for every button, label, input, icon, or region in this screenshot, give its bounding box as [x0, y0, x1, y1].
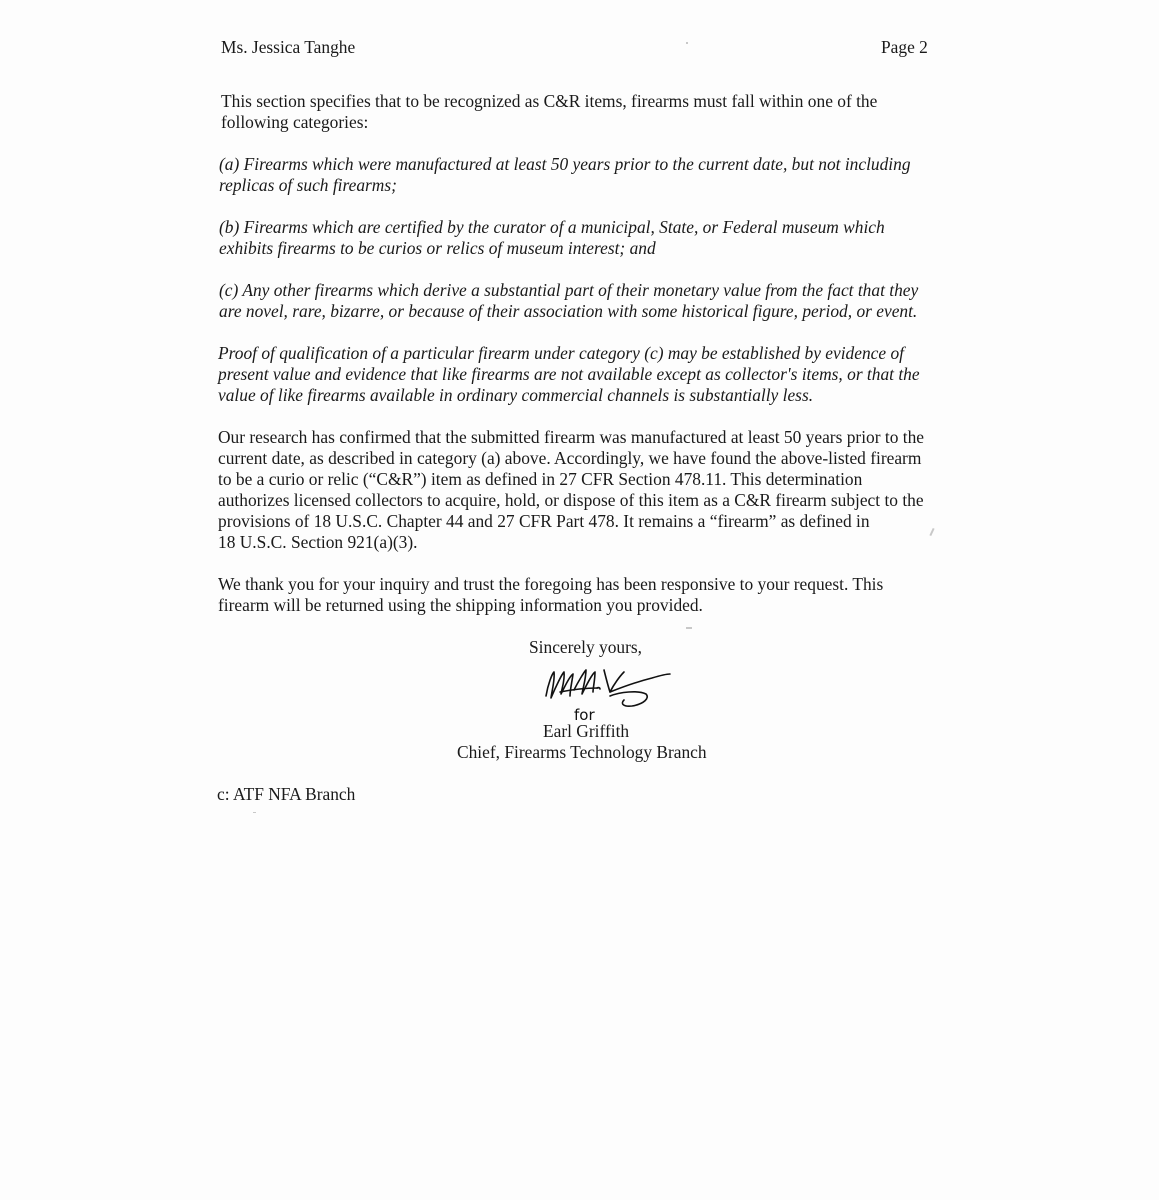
- paragraph-line: provisions of 18 U.S.C. Chapter 44 and 27 CFR Part 478. It remains a “firearm” as defined in: [218, 511, 870, 531]
- signature-for-note: for: [574, 706, 595, 724]
- paragraph-line: exhibits firearms to be curios or relics of museum interest; and: [219, 238, 656, 258]
- paragraph-line: present value and evidence that like firearms are not available except as collector's items, or that the: [218, 364, 920, 384]
- category-a-paragraph: [219, 154, 979, 196]
- category-b-paragraph: [219, 217, 979, 259]
- thanks-paragraph: [218, 574, 978, 616]
- signer-title: Chief, Firearms Technology Branch: [457, 742, 707, 762]
- handwritten-signature: [540, 662, 680, 724]
- paragraph-line: We thank you for your inquiry and trust the foregoing has been responsive to your request. This: [218, 574, 884, 594]
- paragraph-line: 18 U.S.C. Section 921(a)(3).: [218, 532, 418, 552]
- paragraph-line: replicas of such firearms;: [219, 175, 397, 195]
- category-c-paragraph: [219, 280, 979, 322]
- paragraph-line: value of like firearms available in ordinary commercial channels is substantially less.: [218, 385, 814, 405]
- paragraph-line: (a) Firearms which were manufactured at least 50 years prior to the current date, but not including: [219, 154, 911, 174]
- paragraph-line: current date, as described in category (a) above. Accordingly, we have found the above-listed firearm: [218, 448, 922, 468]
- page-number: Page 2: [881, 37, 928, 57]
- carbon-copy-line: c: ATF NFA Branch: [217, 784, 356, 804]
- paragraph-line: following categories:: [221, 112, 369, 132]
- paragraph-line: (b) Firearms which are certified by the curator of a municipal, State, or Federal museum which: [219, 217, 885, 237]
- paragraph-line: (c) Any other firearms which derive a substantial part of their monetary value from the fact that they: [219, 280, 919, 300]
- scan-speck: [253, 812, 256, 813]
- paragraph-line: This section specifies that to be recognized as C&R items, firearms must fall within one of the: [221, 91, 878, 111]
- scan-speck: [686, 627, 692, 629]
- scan-speck: [686, 42, 688, 44]
- signer-name: Earl Griffith: [543, 721, 630, 741]
- paragraph-line: firearm will be returned using the shipping information you provided.: [218, 595, 703, 615]
- paragraph-line: to be a curio or relic (“C&R”) item as defined in 27 CFR Section 478.11. This determination: [218, 469, 863, 489]
- closing-salutation: Sincerely yours,: [529, 637, 643, 657]
- paragraph-line: authorizes licensed collectors to acquire, hold, or dispose of this item as a C&R firearm subject to the: [218, 490, 924, 510]
- paragraph-line: Our research has confirmed that the submitted firearm was manufactured at least 50 years prior to the: [218, 427, 924, 447]
- proof-paragraph: [218, 343, 978, 406]
- paragraph-line: are novel, rare, bizarre, or because of their association with some historical figure, period, or event.: [219, 301, 918, 321]
- intro-paragraph: [221, 91, 981, 133]
- paragraph-line: Proof of qualification of a particular firearm under category (c) may be established by evidence of: [218, 343, 904, 363]
- research-paragraph: [218, 427, 978, 553]
- recipient-header: Ms. Jessica Tanghe: [221, 37, 356, 57]
